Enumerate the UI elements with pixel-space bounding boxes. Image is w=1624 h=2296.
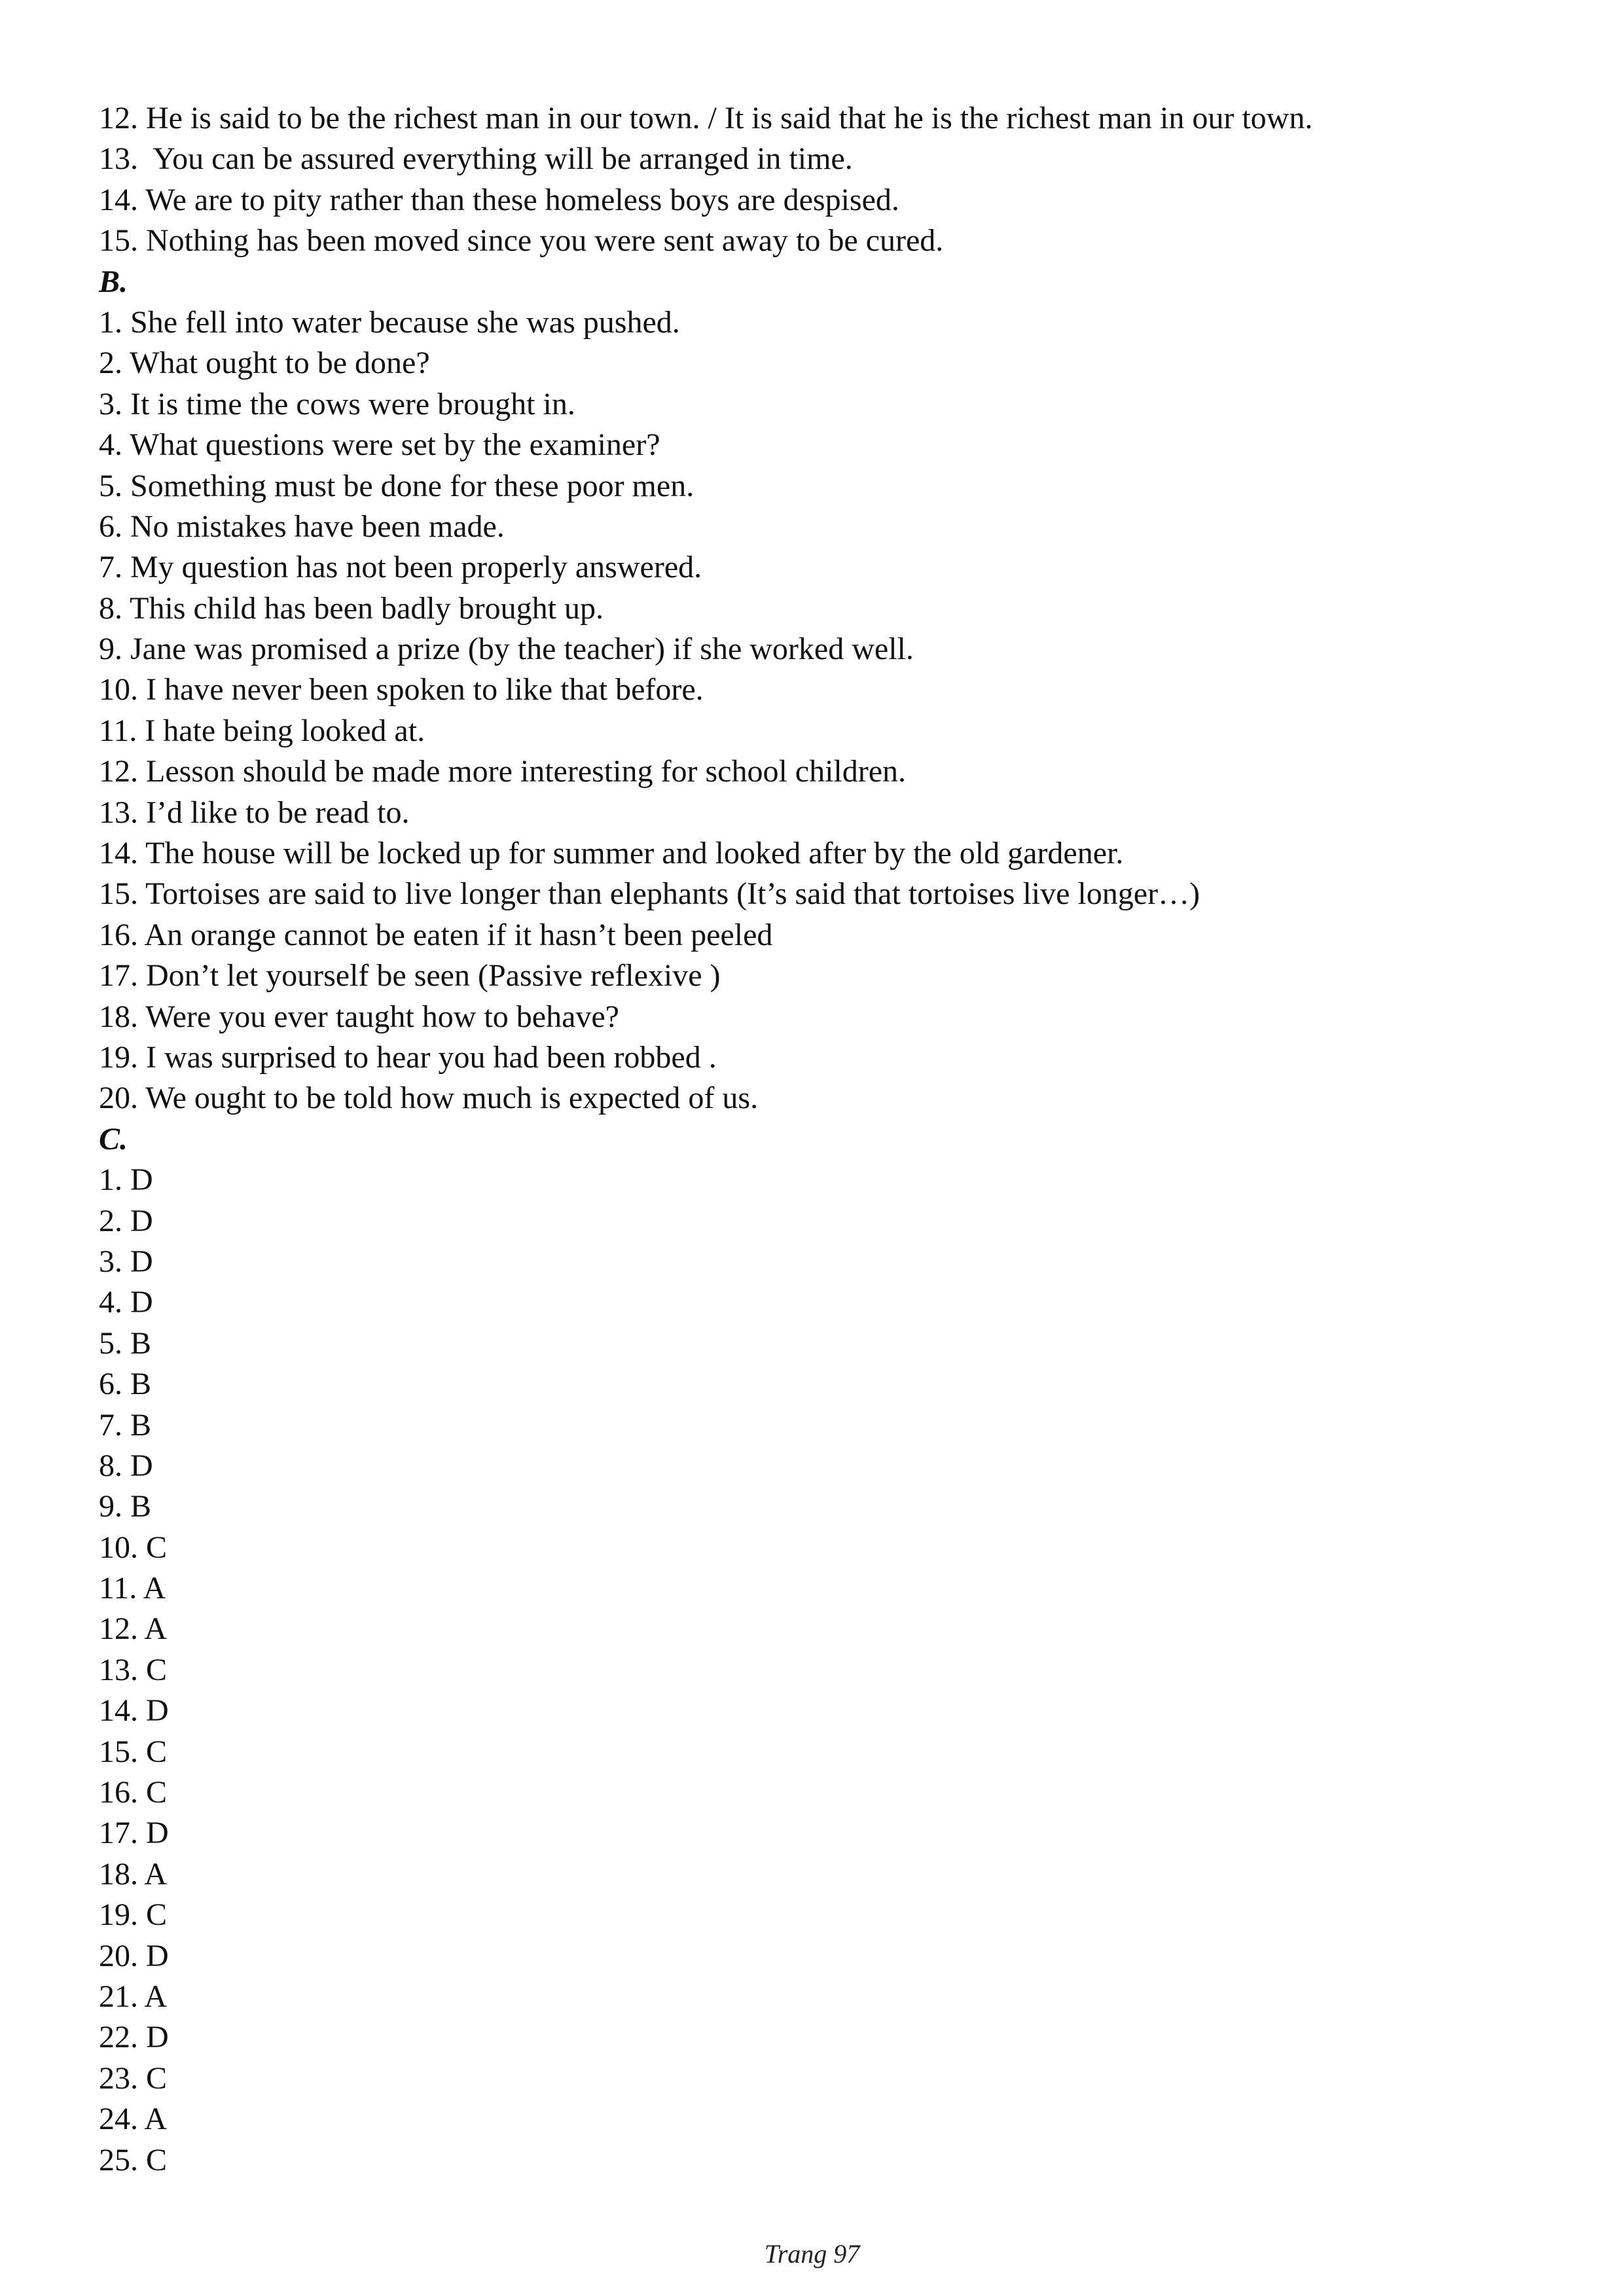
list-item: 2. D: [99, 1203, 153, 1238]
section-b: [99, 262, 1539, 1119]
list-item: 9. Jane was promised a prize (by the teacher) if she worked well.: [99, 632, 914, 667]
list-item: 13. You can be assured everything will be arranged in time.: [99, 141, 853, 177]
list-item: 7. My question has not been properly answered.: [99, 550, 702, 585]
list-item: 12. He is said to be the richest man in our town. / It is said that he is the richest man in our town.: [99, 101, 1313, 135]
list-item: 19. I was surprised to hear you had been robbed .: [99, 1039, 717, 1075]
list-item: 11. A: [99, 1571, 166, 1606]
section-a-tail: [99, 98, 1539, 262]
list-item: 9. B: [99, 1489, 152, 1524]
page-number-footer: Trang 97: [764, 2239, 860, 2269]
list-item: 13. C: [99, 1652, 168, 1687]
list-item: 15. Nothing has been moved since you were sent away to be cured.: [99, 223, 944, 259]
list-item: 1. She fell into water because she was pushed.: [99, 304, 680, 340]
list-item: 2. What ought to be done?: [99, 346, 430, 381]
list-item: 11. I hate being looked at.: [99, 713, 425, 748]
list-item: 8. D: [99, 1448, 153, 1483]
list-item: 7. B: [99, 1407, 152, 1443]
list-item: 17. D: [99, 1816, 169, 1851]
section-c: [99, 1119, 1539, 2181]
list-item: 20. We ought to be told how much is expected of us.: [99, 1081, 759, 1116]
list-item: 4. D: [99, 1285, 153, 1320]
list-item: 14. We are to pity rather than these homeless boys are despised.: [99, 182, 899, 217]
list-item: 18. A: [99, 1856, 168, 1892]
list-item: 24. A: [99, 2102, 168, 2137]
list-item: 3. It is time the cows were brought in.: [99, 386, 575, 422]
list-item: 17. Don’t let yourself be seen (Passive reflexive ): [99, 958, 721, 994]
list-item: 18. Were you ever taught how to behave?: [99, 999, 619, 1034]
list-item: 6. No mistakes have been made.: [99, 509, 505, 544]
list-item: 23. C: [99, 2060, 168, 2096]
list-item: 16. C: [99, 1775, 168, 1810]
list-item: 22. D: [99, 2020, 169, 2055]
list-item: 5. Something must be done for these poor men.: [99, 468, 695, 503]
list-item: 25. C: [99, 2142, 168, 2178]
list-item: 4. What questions were set by the examiner?: [99, 427, 660, 463]
list-item: 10. C: [99, 1530, 168, 1565]
list-item: 14. D: [99, 1693, 169, 1729]
list-item: 10. I have never been spoken to like that before.: [99, 672, 704, 708]
list-item: 14. The house will be locked up for summer and looked after by the old gardener.: [99, 836, 1124, 871]
list-item: 19. C: [99, 1897, 168, 1933]
list-item: 20. D: [99, 1938, 169, 1973]
list-item: 15. Tortoises are said to live longer than elephants (It’s said that tortoises live longer…): [99, 876, 1200, 912]
list-item: 21. A: [99, 1979, 168, 2014]
list-item: 13. I’d like to be read to.: [99, 795, 410, 830]
list-item: 15. C: [99, 1734, 168, 1769]
answer-key-content: [99, 98, 1539, 2181]
list-item: 8. This child has been badly brought up.: [99, 590, 604, 626]
section-b-heading: B.: [99, 264, 128, 299]
list-item: 1. D: [99, 1162, 153, 1198]
section-c-heading: C.: [99, 1121, 128, 1157]
list-item: 12. Lesson should be made more interesting for school children.: [99, 754, 907, 789]
list-item: 3. D: [99, 1244, 153, 1279]
list-item: 6. B: [99, 1367, 152, 1402]
list-item: 5. B: [99, 1325, 152, 1361]
list-item: 16. An orange cannot be eaten if it hasn’t been peeled: [99, 917, 773, 952]
list-item: 12. A: [99, 1611, 168, 1647]
